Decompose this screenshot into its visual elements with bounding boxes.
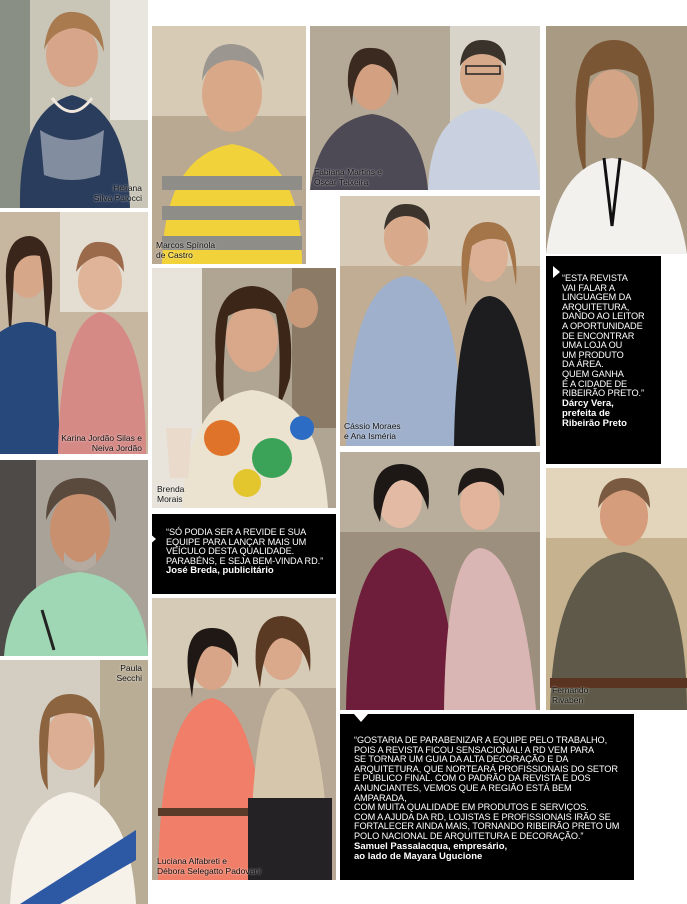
photo-luciana-debora: [152, 598, 336, 880]
photo-cassio-ana: [340, 196, 540, 446]
photo-heliana: [0, 0, 148, 208]
quote-samuel-author: Samuel Passalacqua, empresário, ao lado de Mayara Ugucione: [354, 840, 508, 862]
photo-fernando: [546, 468, 687, 710]
quote-darcy-author: Dárcy Vera, prefeita de Ribeirão Preto: [562, 397, 627, 429]
caption-luciana-debora: Luciana Alfabreti e Débora Selegatto Padovani: [157, 856, 261, 876]
photo-jose: [0, 460, 148, 656]
photo-karina-neiva: [0, 212, 148, 454]
quote-jose-breda: [152, 514, 336, 594]
caption-heliana: Heliana Silva Palocci: [93, 183, 142, 203]
quote-samuel-pointer: [354, 714, 368, 722]
photo-samuel-mayara: [340, 452, 540, 710]
caption-fernando: Fernando Rivaben: [552, 685, 589, 705]
quote-samuel-text: “GOSTARIA DE PARABENIZAR A EQUIPE PELO TRABALHO, POIS A REVISTA FICOU SENSACIONAL! A RD VEM PARA SE TORNAR UM GUIA DA ALTA DECORAÇÃO E DA ARQUITETURA, QUE NORTEARÁ PROFISSIONAIS DO SETOR E PÚBLICO FINAL. COM O PADRÃO DA REVISTA E DOS ANUNCIANTES, VEMOS QUE A REGIÃO ESTÁ BEM AMPARADA, COM MUITA QUALIDADE EM PRODUTOS E SERVIÇOS. COM A AJUDA DA RD, LOJISTAS E PROFISSIONAIS IRÃO SE FORTALECER AINDA MAIS, TORNANDO RIBEIRÃO PRETO UM POLO NACIONAL DE ARQUITETURA E DECORAÇÃO.”: [354, 735, 620, 841]
quote-jose-text: “SÓ PODIA SER A REVIDE E SUA EQUIPE PARA LANÇAR MAIS UM VEÍCULO DESTA QUALIDADE. PARABÉNS, E SEJA BEM-VINDA RD.”: [166, 527, 324, 566]
quote-samuel-passalacqua: [340, 714, 634, 880]
photo-paula: [0, 660, 148, 904]
photo-fabiana-oscar: [310, 26, 540, 190]
caption-fabiana-oscar: Fabiana Martins e Oscar Teixeira: [314, 167, 383, 187]
caption-marcos: Marcos Spínola de Castro: [156, 240, 216, 260]
quote-jose-pointer: [148, 532, 156, 546]
quote-darcy-text: “ESTA REVISTA VAI FALAR A LINGUAGEM DA ARQUITETURA, DANDO AO LEITOR A OPORTUNIDADE DE ENCONTRAR UMA LOJA OU UM PRODUTO DA ÁREA. QUEM GANHA É A CIDADE DE RIBEIRÃO PRETO.”: [562, 273, 645, 399]
photo-darcy: [546, 26, 687, 254]
photo-brenda: [152, 268, 336, 508]
quote-darcy-vera: [546, 256, 661, 464]
quote-jose-author: José Breda, publicitário: [166, 565, 274, 577]
quote-darcy-pointer: [553, 266, 560, 278]
caption-cassio-ana: Cássio Moraes e Ana Isméria: [344, 421, 401, 441]
photo-marcos: [152, 26, 306, 264]
caption-karina-neiva: Karina Jordão Silas e Neiva Jordão: [61, 433, 142, 453]
caption-brenda: Brenda Morais: [157, 484, 185, 504]
caption-paula: Paula Secchi: [116, 663, 142, 683]
